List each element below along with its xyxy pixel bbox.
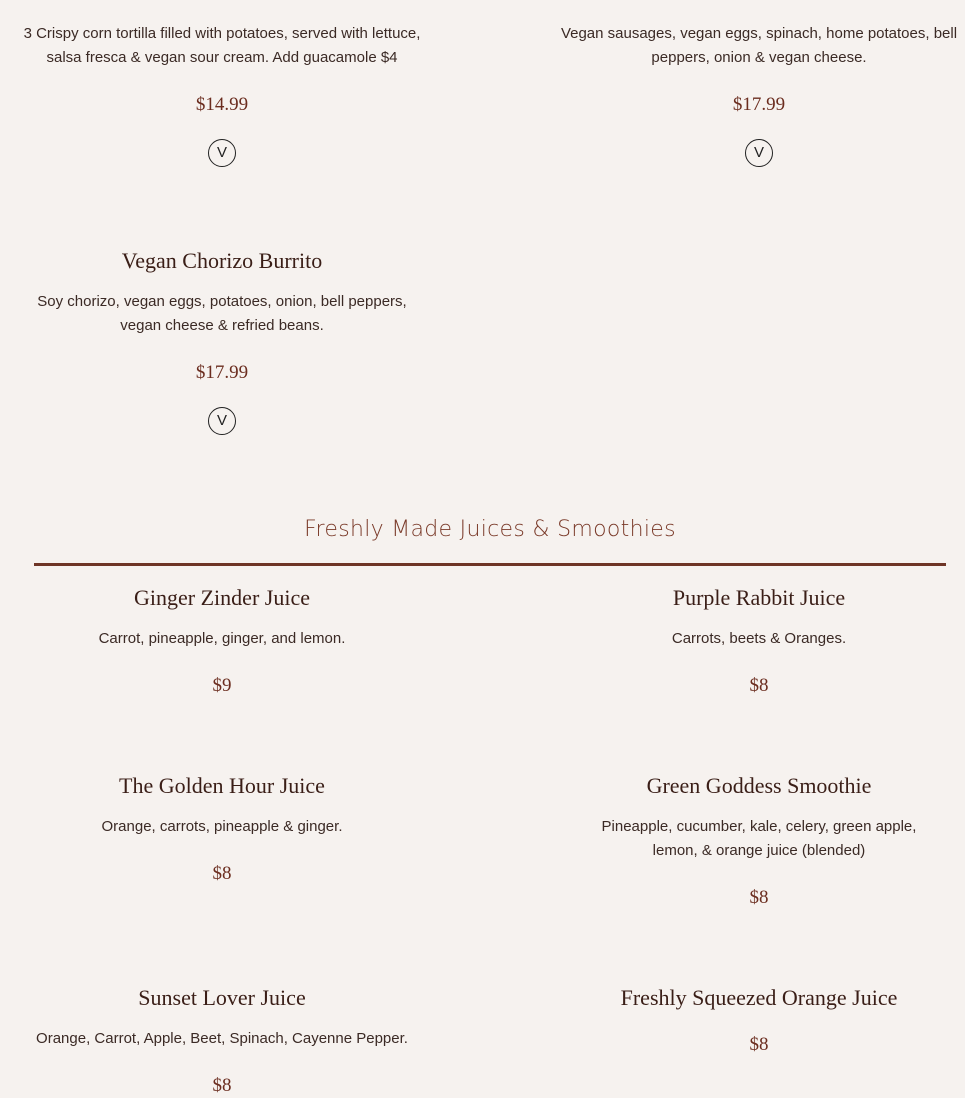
menu-item-juice	[22, 773, 422, 886]
menu-item-skillet	[560, 22, 958, 167]
menu-item-juice	[560, 985, 958, 1057]
item-price: $14.99	[195, 94, 249, 115]
item-price: $8	[749, 887, 769, 908]
item-price: $8	[749, 675, 769, 696]
menu-item-juice	[560, 585, 958, 698]
section-title: Freshly Made Juices & Smoothies	[304, 517, 676, 542]
item-price: $17.99	[195, 362, 249, 383]
menu-item-juice	[14, 985, 430, 1098]
item-title: The Golden Hour Juice	[119, 773, 325, 798]
item-title: Ginger Zinder Juice	[134, 585, 310, 610]
item-description: Vegan sausages, vegan eggs, spinach, home potatoes, bell peppers, onion & vegan cheese.	[560, 25, 958, 66]
item-title: Sunset Lover Juice	[138, 985, 306, 1010]
item-price: $17.99	[732, 94, 786, 115]
menu-item-chorizo-burrito	[22, 248, 422, 435]
vegan-badge-icon: V	[745, 139, 773, 167]
item-title: Green Goddess Smoothie	[646, 773, 872, 798]
vegan-badge-icon: V	[208, 407, 236, 435]
item-description: Orange, Carrot, Apple, Beet, Spinach, Cayenne Pepper.	[36, 1030, 408, 1047]
item-description: Carrot, pineapple, ginger, and lemon.	[98, 630, 346, 647]
section-divider	[34, 563, 946, 566]
item-title: Freshly Squeezed Orange Juice	[620, 985, 898, 1010]
menu-item-smoothie	[560, 773, 958, 910]
item-price: $8	[212, 1075, 232, 1096]
item-description: Carrots, beets & Oranges.	[671, 630, 847, 647]
item-description: 3 Crispy corn tortilla filled with potatoes, served with lettuce, salsa fresca & vegan sour cream. Add guacamole $4	[23, 25, 421, 66]
item-price: $8	[212, 863, 232, 884]
item-description: Orange, carrots, pineapple & ginger.	[101, 818, 343, 835]
item-title: Purple Rabbit Juice	[672, 585, 846, 610]
item-description: Soy chorizo, vegan eggs, potatoes, onion, bell peppers, vegan cheese & refried beans.	[37, 293, 407, 334]
menu-item-taquitos	[22, 22, 422, 167]
item-price: $9	[212, 675, 232, 696]
vegan-badge-icon: V	[208, 139, 236, 167]
item-description: Pineapple, cucumber, kale, celery, green apple, lemon, & orange juice (blended)	[601, 818, 917, 859]
menu-item-juice	[22, 585, 422, 698]
item-price: $8	[749, 1034, 769, 1055]
item-title: Vegan Chorizo Burrito	[121, 248, 323, 273]
